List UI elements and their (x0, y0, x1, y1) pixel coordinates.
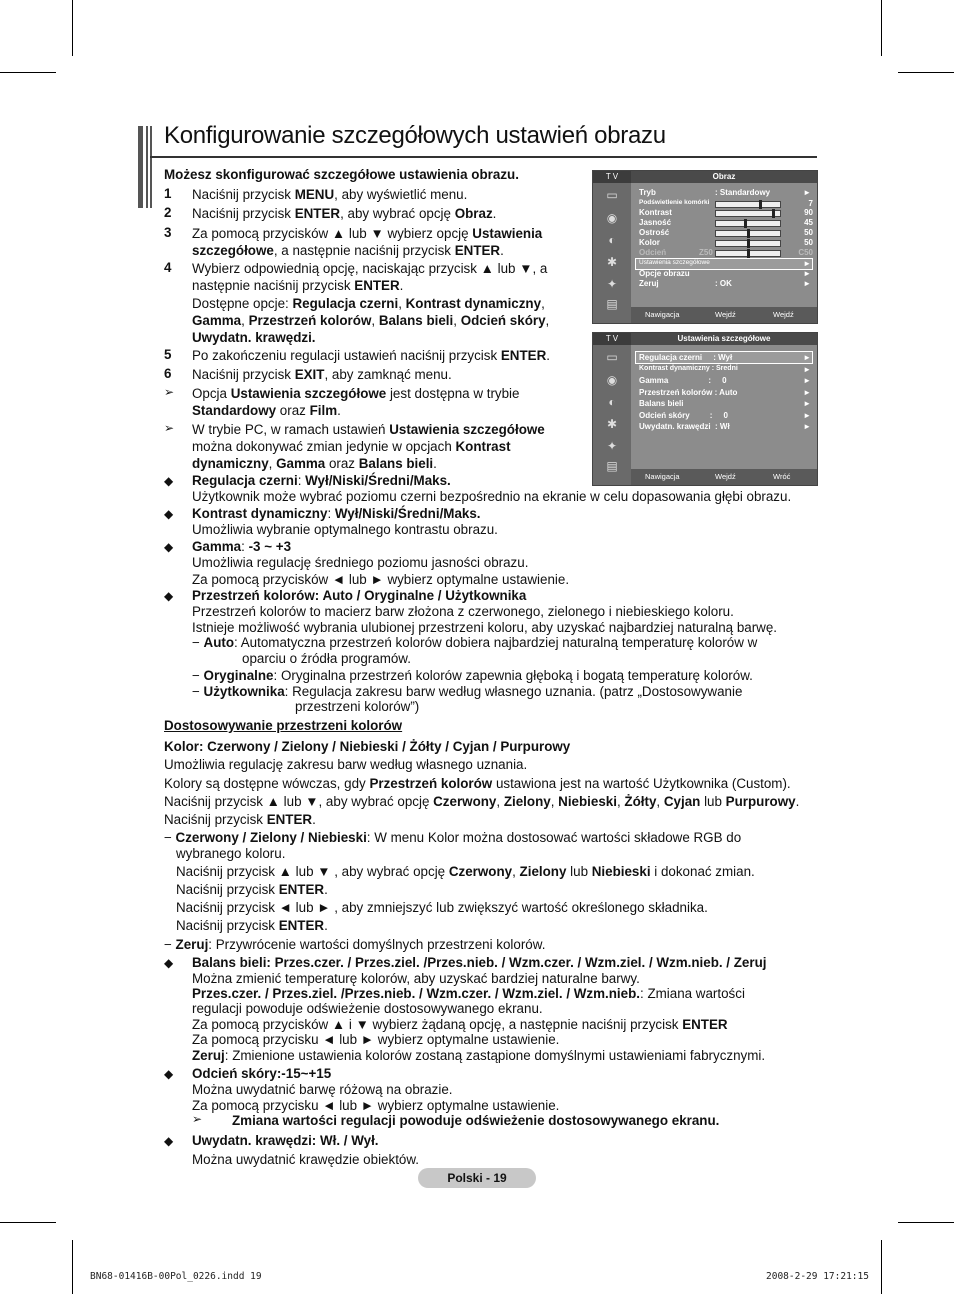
step-text: Naciśnij przycisk MENU, aby wyświetlić menu. (192, 187, 468, 202)
page-title: Konfigurowanie szczegółowych ustawień obrazu (164, 122, 666, 149)
body-line: − Zeruj: Przywrócenie wartości domyślnych przestrzeni kolorów. (164, 937, 546, 952)
note-arrow-icon: ➢ (164, 421, 175, 435)
menu-row-label[interactable]: Jasność (639, 218, 672, 227)
menu-row-value: 90 (804, 208, 813, 217)
slider-right-label: C50 (798, 248, 813, 257)
back-label: Wróć (773, 472, 791, 481)
step-number: 2 (164, 205, 172, 220)
note-line: W trybie PC, w ramach ustawień Ustawienia szczegółowe (192, 422, 545, 437)
menu-row-value: : OK (715, 279, 732, 288)
note-arrow-icon: ➢ (192, 1112, 203, 1126)
menu-row-value: : Standardowy (715, 188, 771, 197)
body-line: wybranego koloru. (176, 846, 286, 861)
menu-row-label[interactable]: Gamma : 0 (639, 376, 727, 385)
slider-track[interactable] (715, 230, 781, 237)
bullet-icon: ◆ (164, 956, 174, 970)
application-icon: ▤ (606, 297, 618, 311)
picture-icon: ▭ (606, 350, 618, 364)
tv-menu-ustawienia-szczegolowe (592, 332, 818, 486)
title-bar-decoration (138, 126, 152, 208)
menu-side-label: T V (593, 171, 631, 183)
slider-track[interactable] (715, 220, 781, 227)
step-number: 3 (164, 225, 172, 240)
body-line: Kontrast dynamiczny: Wył/Niski/Średni/Maks. (192, 506, 481, 521)
body-line: Za pomocą przycisku ◄ lub ► wybierz optymalne ustawienie. (192, 1098, 560, 1113)
menu-row-value: 50 (804, 228, 813, 237)
menu-row-value: 7 (808, 199, 813, 208)
slider-thumb[interactable] (744, 219, 747, 228)
arrow-right-icon: ► (803, 422, 811, 431)
body-line: Można uwydatnić krawędzie obiektów. (192, 1152, 420, 1167)
arrow-right-icon: ► (803, 188, 811, 197)
enter-label: Wejdź (715, 310, 736, 319)
slider-left-label: Z50 (699, 248, 713, 257)
bullet-icon: ◆ (164, 1134, 174, 1148)
menu-body (631, 183, 817, 307)
arrow-right-icon: ► (803, 279, 811, 288)
body-line: Naciśnij przycisk ▲ lub ▼ , aby wybrać opcję Czerwony, Zielony lub Niebieski i dokonać zmian. (176, 864, 755, 879)
menu-row-label[interactable]: Opcje obrazu (639, 269, 690, 278)
arrow-right-icon: ► (803, 410, 811, 420)
options-line: Uwydatn. krawędzi. (192, 330, 316, 345)
menu-sidebar (593, 333, 631, 485)
body-line: − Oryginalne: Oryginalna przestrzeń kolorów zapewnia głęboką i bogatą temperaturę kolorów. (192, 668, 753, 683)
menu-row-label[interactable]: Uwydatn. krawędzi : Wł (639, 422, 730, 431)
body-line: Za pomocą przycisków ▲ i ▼ wybierz żądaną opcję, a następnie naciśnij przycisk ENTER (192, 1017, 728, 1032)
note-line: można dokonywać zmian jedynie w opcjach Kontrast (192, 439, 511, 454)
body-line: Gamma: -3 ~ +3 (192, 539, 292, 554)
sound-icon: ◉ (606, 373, 618, 387)
body-line: Uwydatn. krawędzi: Wł. / Wył. (192, 1133, 379, 1148)
slider-thumb[interactable] (747, 229, 750, 238)
step-text: Wybierz odpowiednią opcję, naciskając przycisk ▲ lub ▼, a (192, 261, 548, 276)
body-line: − Auto: Automatyczna przestrzeń kolorów dobiera najbardziej naturalną temperaturę kolorów w (192, 635, 758, 650)
body-line: Za pomocą przycisku ◄ lub ► wybierz optymalne ustawienie. (192, 1032, 560, 1047)
arrow-right-icon: ► (803, 259, 811, 268)
body-line: Można zmienić temperaturę kolorów, aby uzyskać bardziej naturalne barwy. (192, 971, 640, 986)
menu-row-label[interactable]: Odcień (639, 248, 667, 257)
body-line: oparciu o źródła programów. (242, 651, 411, 666)
back-label: Wejdź (773, 310, 794, 319)
body-line: − Czerwony / Zielony / Niebieski: W menu Kolor można dostosować wartości składowe RGB do (164, 830, 742, 845)
body-line: Przestrzeń kolorów: Auto / Oryginalne / Użytkownika (192, 588, 527, 603)
arrow-right-icon: ► (803, 399, 811, 408)
bullet-icon: ◆ (164, 507, 174, 521)
options-line: Gamma, Przestrzeń kolorów, Balans bieli, Odcień skóry, (192, 313, 550, 328)
menu-row-value: 45 (804, 218, 813, 227)
body-line: Naciśnij przycisk ◄ lub ► , aby zmniejszyć lub zwiększyć wartość określonego składnika. (176, 900, 708, 915)
body-line: Naciśnij przycisk ENTER. (176, 882, 328, 897)
body-line: Można uwydatnić barwę różową na obrazie. (192, 1082, 453, 1097)
step-number: 6 (164, 366, 172, 381)
step-number: 5 (164, 347, 172, 362)
menu-row-label[interactable]: Regulacja czerni : Wył (639, 353, 733, 362)
nav-label: Nawigacja (645, 472, 680, 481)
input-icon: ✦ (606, 277, 618, 291)
title-rule (150, 156, 817, 158)
step-text: szczegółowe, a następnie naciśnij przycisk ENTER. (192, 243, 504, 258)
menu-row-label[interactable]: Zeruj (639, 279, 659, 288)
body-line: Naciśnij przycisk ENTER. (176, 918, 328, 933)
sound-icon: ◉ (606, 211, 618, 225)
step-number: 1 (164, 186, 172, 201)
body-line: Istnieje możliwość wybrania ulubionej przestrzeni koloru, aby uzyskać najbardziej naturalną barwę. (192, 620, 778, 635)
bullet-icon: ◆ (164, 540, 174, 554)
note-line: Standardowy oraz Film. (192, 403, 341, 418)
note-line: dynamiczny, Gamma oraz Balans bieli. (192, 456, 437, 471)
menu-row-label[interactable]: Przestrzeń kolorów : Auto (639, 387, 738, 397)
arrow-right-icon: ► (803, 269, 811, 278)
intro-text: Możesz skonfigurować szczegółowe ustawienia obrazu. (164, 167, 519, 182)
enter-label: Wejdź (715, 472, 736, 481)
step-text: następnie naciśnij przycisk ENTER. (192, 278, 404, 293)
menu-row-value: 50 (804, 238, 813, 247)
body-line: Za pomocą przycisków ◄ lub ► wybierz optymalne ustawienie. (192, 572, 570, 587)
arrow-right-icon: ► (803, 364, 811, 374)
body-line: Kolory są dostępne wówczas, gdy Przestrzeń kolorów ustawiona jest na wartość Użytkownika (Custom). (164, 776, 791, 791)
menu-header: Ustawienia szczegółowe (631, 333, 817, 345)
footer-date: 2008-2-29 17:21:15 (766, 1271, 869, 1282)
arrow-right-icon: ► (803, 353, 811, 362)
nav-label: Nawigacja (645, 310, 680, 319)
slider-track[interactable] (715, 201, 781, 208)
slider-thumb[interactable] (759, 200, 762, 209)
note-line: Opcja Ustawienia szczegółowe jest dostępna w trybie (192, 386, 520, 401)
arrow-right-icon: ► (803, 376, 811, 385)
body-line: regulacji powoduje odświeżenie dostosowywanego ekranu. (192, 1001, 543, 1016)
step-text: Naciśnij przycisk ENTER, aby wybrać opcję Obraz. (192, 206, 497, 221)
slider-track[interactable] (715, 250, 781, 257)
body-line: Umożliwia regulację zakresu barw według własnego uznania. (164, 757, 528, 772)
body-line: Odcień skóry:-15~+15 (192, 1066, 332, 1081)
body-line: Kolor: Czerwony / Zielony / Niebieski / Żółty / Cyjan / Purpurowy (164, 739, 571, 754)
slider-thumb[interactable] (747, 239, 750, 248)
menu-body (631, 345, 817, 469)
menu-row-label[interactable]: Odcień skóry : 0 (639, 410, 728, 420)
menu-footer (631, 469, 817, 485)
body-line: Umożliwia wybranie optymalnego kontrastu obrazu. (192, 522, 498, 537)
menu-side-label: T V (593, 333, 631, 345)
menu-row-label[interactable]: Tryb (639, 188, 656, 197)
body-line: Umożliwia regulację średniego poziomu jasności obrazu. (192, 555, 529, 570)
body-line: − Użytkownika: Regulacja zakresu barw według własnego uznania. (patrz „Dostosowywanie (192, 684, 743, 699)
menu-row-label[interactable]: Kontrast dynamiczny : Średni (639, 364, 738, 372)
input-icon: ✦ (606, 439, 618, 453)
bullet-icon: ◆ (164, 1067, 174, 1081)
body-line: Dostosowywanie przestrzeni kolorów (164, 718, 403, 733)
slider-thumb[interactable] (747, 249, 750, 258)
menu-row-label[interactable]: Kolor (639, 238, 660, 247)
body-line: Naciśnij przycisk ▲ lub ▼, aby wybrać opcję Czerwony, Zielony, Niebieski, Żółty, Cyjan lub Purpurowy. (164, 794, 800, 809)
arrow-right-icon: ► (803, 387, 811, 397)
menu-row-label[interactable]: Ustawienia szczegółowe (639, 259, 710, 266)
slider-thumb[interactable] (772, 209, 775, 218)
step-number: 4 (164, 260, 172, 275)
body-line: Regulacja czerni: Wył/Niski/Średni/Maks. (192, 473, 451, 488)
body-line: Przestrzeń kolorów to macierz barw złożona z czerwonego, zielonego i niebieskiego koloru. (192, 604, 734, 619)
picture-icon: ▭ (606, 188, 618, 202)
bullet-icon: ◆ (164, 474, 174, 488)
setup-icon: ✱ (606, 417, 618, 431)
body-line: Zeruj: Zmienione ustawienia kolorów zostaną zastąpione domyślnymi ustawieniami fabrycznymi. (192, 1048, 766, 1063)
menu-header: Obraz (631, 171, 817, 183)
tv-menu-obraz (592, 170, 818, 324)
page-number: Polski - 19 (418, 1168, 536, 1188)
step-text: Naciśnij przycisk EXIT, aby zamknąć menu. (192, 367, 452, 382)
bullet-icon: ◆ (164, 589, 174, 603)
body-line: Użytkownik może wybrać poziomu czerni bezpośrednio na ekranie w celu dopasowania głębi obrazu. (192, 489, 792, 504)
menu-sidebar (593, 171, 631, 323)
menu-row-label[interactable]: Balans bieli (639, 399, 684, 408)
body-line: Naciśnij przycisk ENTER. (164, 812, 316, 827)
body-line: Zmiana wartości regulacji powoduje odświeżenie dostosowywanego ekranu. (232, 1113, 720, 1128)
body-line: Przes.czer. / Przes.ziel. /Przes.nieb. / Wzm.czer. / Wzm.ziel. / Wzm.nieb.: Zmiana wartości (192, 986, 745, 1001)
step-text: Za pomocą przycisków ▲ lub ▼ wybierz opcję Ustawienia (192, 226, 543, 241)
setup-icon: ✱ (606, 255, 618, 269)
channel-icon: ◐ (608, 233, 616, 247)
slider-track[interactable] (715, 210, 781, 217)
step-text: Po zakończeniu regulacji ustawień naciśnij przycisk ENTER. (192, 348, 550, 363)
note-arrow-icon: ➢ (164, 385, 175, 399)
menu-footer (631, 307, 817, 323)
footer-file: BN68-01416B-00Pol_0226.indd 19 (90, 1271, 262, 1282)
body-line: przestrzeni kolorów”) (295, 699, 420, 714)
menu-row-label[interactable]: Kontrast (639, 208, 672, 217)
menu-row-label[interactable]: Ostrość (639, 228, 670, 237)
body-line: Balans bieli: Przes.czer. / Przes.ziel. /Przes.nieb. / Wzm.czer. / Wzm.ziel. / Wzm.nieb. / Zeruj (192, 955, 767, 970)
channel-icon: ◐ (608, 395, 616, 409)
options-line: Dostępne opcje: Regulacja czerni, Kontrast dynamiczny, (192, 296, 545, 311)
slider-track[interactable] (715, 240, 781, 247)
application-icon: ▤ (606, 459, 618, 473)
menu-row-label[interactable]: Podświetlenie komórki (639, 199, 710, 206)
